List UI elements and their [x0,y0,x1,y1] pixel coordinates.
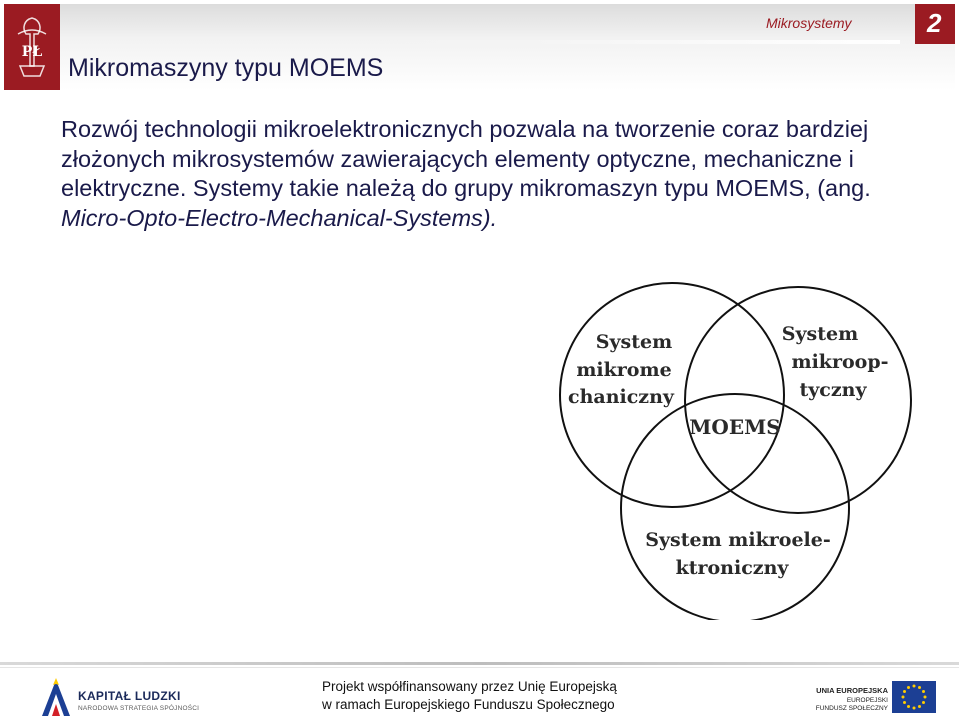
intro-italic-text: Micro-Opto-Electro-Mechanical-Systems). [61,204,498,231]
intro-paragraph [61,115,941,233]
circle-optical [685,287,911,513]
label-opt-3: tyczny [799,379,867,401]
logo-text: PŁ [21,44,43,60]
label-moems: MOEMS [689,415,781,439]
footer-divider [0,662,959,665]
label-mech-2: mikrome [576,359,672,381]
page-title: Mikromaszyny typu MOEMS [68,54,384,82]
label-mech-1: System [595,331,673,353]
project-line-1: Projekt współfinansowany przez Unię Europejską [322,679,617,694]
eu-fund-line-1: EUROPEJSKI [846,697,888,704]
label-elec-2: ktroniczny [675,557,789,579]
university-crest-icon [4,4,60,90]
label-opt-2: mikroop- [791,351,889,373]
intro-text: Rozwój technologii mikroelektronicznych pozwala na tworzenie coraz bardziej złożonych mikrosystemów zawierających elementy optyczne, mechaniczne i elektryczne. Systemy takie należą do grupy mikromaszyn typu MOEMS, (ang. [61,116,871,201]
eu-label: UNIA EUROPEJSKA [816,686,888,695]
label-opt-1: System [781,323,859,345]
eu-fund-line-2: FUNDUSZ SPOŁECZNY [815,705,888,712]
course-label: Mikrosystemy [766,15,852,31]
header-decor-line [360,40,900,44]
kl-title: KAPITAŁ LUDZKI [78,689,181,703]
eu-flag-icon [892,681,936,713]
venn-diagram [550,280,930,620]
kapital-ludzki-logo-icon [38,676,74,720]
footer-divider-thin [0,667,959,668]
university-logo [4,4,60,90]
kl-subtitle: NARODOWA STRATEGIA SPÓJNOŚCI [78,705,200,712]
page-number: 2 [927,8,942,38]
eu-fund-label [810,697,888,713]
label-mech-3: chaniczny [568,386,674,408]
label-elec-1: System mikroele- [645,529,831,551]
project-line-2: w ramach Europejskiego Funduszu Społecznego [322,697,615,712]
